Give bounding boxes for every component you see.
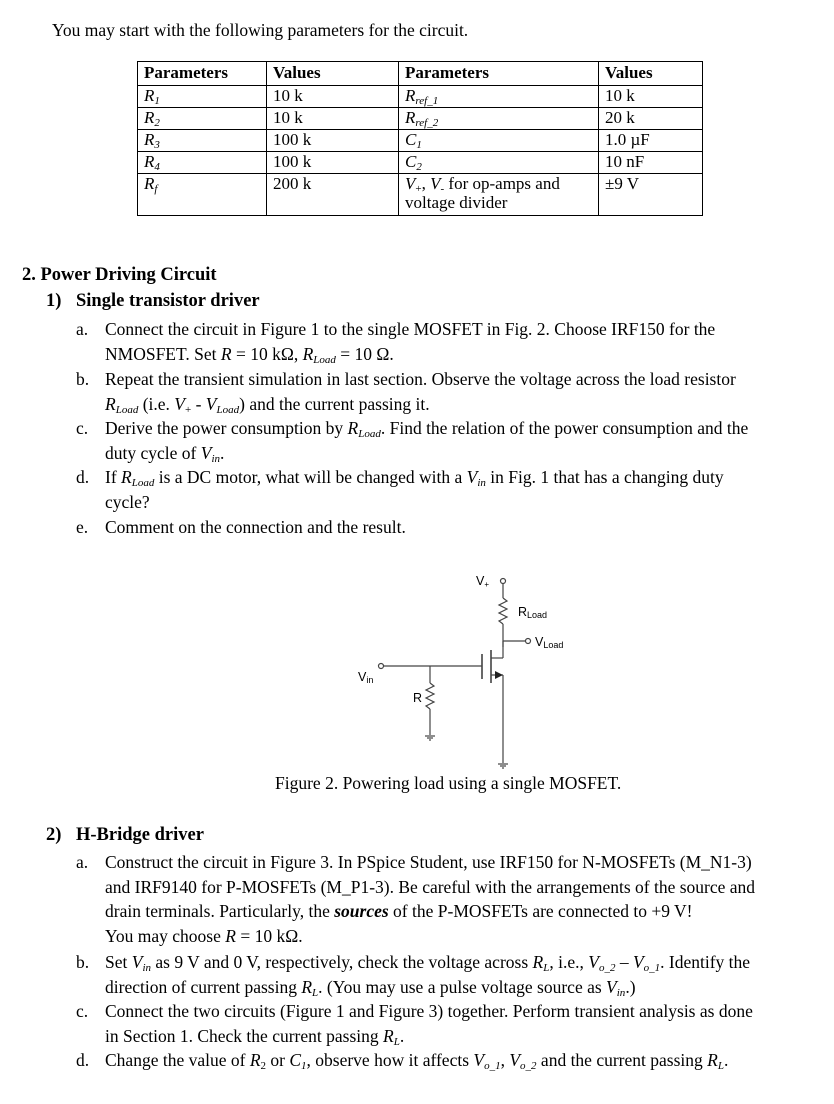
mosfet-circuit-diagram — [340, 565, 600, 770]
value-r3: 100 k — [267, 130, 399, 152]
value-c1: 1.0 µF — [599, 130, 703, 152]
table-row — [138, 86, 703, 108]
param-r2: $R_2$ — [138, 108, 267, 130]
column-header: Values — [267, 62, 399, 86]
ground-icon — [498, 764, 508, 768]
parameters-table — [137, 61, 703, 216]
column-header: Values — [599, 62, 703, 86]
value-c2: 10 nF — [599, 152, 703, 174]
r-resistor-icon — [426, 683, 434, 709]
param-c2: $C_2$ — [399, 152, 599, 174]
vin-label: Vin — [358, 670, 374, 685]
value-supply: ±9 V — [599, 174, 703, 216]
param-r3: $R_3$ — [138, 130, 267, 152]
table-row — [138, 130, 703, 152]
r-label: R — [413, 691, 423, 705]
value-rref1: 10 k — [599, 86, 703, 108]
table-row — [138, 108, 703, 130]
rload-label: RLoad — [518, 605, 548, 620]
value-r4: 100 k — [267, 152, 399, 174]
value-r1: 10 k — [267, 86, 399, 108]
param-supply: $V_+$, $V_-$ for op-amps and voltage divider — [399, 174, 599, 216]
table-header-row — [138, 62, 703, 86]
param-r4: $R_4$ — [138, 152, 267, 174]
figure-caption: Figure 2. Powering load using a single MOSFET. — [275, 773, 622, 793]
param-r1: $R_1$ — [138, 86, 267, 108]
vplus-label: V+ — [476, 574, 490, 589]
subsection-1-title: 1) Single transistor driver — [46, 291, 260, 311]
ground-icon — [425, 736, 435, 740]
vload-label: VLoad — [535, 635, 564, 650]
param-rf: $R_f$ — [138, 174, 267, 216]
param-rref2: $R_{ref\_2}$ — [399, 108, 599, 130]
vin-terminal-icon — [379, 664, 384, 669]
vload-terminal-icon — [526, 639, 531, 644]
column-header: Parameters — [138, 62, 267, 86]
param-rref1: $R_{ref\_1}$ — [399, 86, 599, 108]
param-c1: $C_1$ — [399, 130, 599, 152]
arrow-icon — [495, 671, 503, 679]
subsection-2-title: 2) H-Bridge driver — [46, 825, 204, 845]
vplus-terminal-icon — [501, 579, 506, 584]
rload-resistor-icon — [499, 598, 507, 624]
intro-text: You may start with the following parameters for the circuit. — [52, 20, 469, 40]
value-rref2: 20 k — [599, 108, 703, 130]
table-row — [138, 174, 703, 216]
value-r2: 10 k — [267, 108, 399, 130]
value-rf: 200 k — [267, 174, 399, 216]
table-row — [138, 152, 703, 174]
section-title: 2. Power Driving Circuit — [22, 265, 217, 285]
column-header: Parameters — [399, 62, 599, 86]
